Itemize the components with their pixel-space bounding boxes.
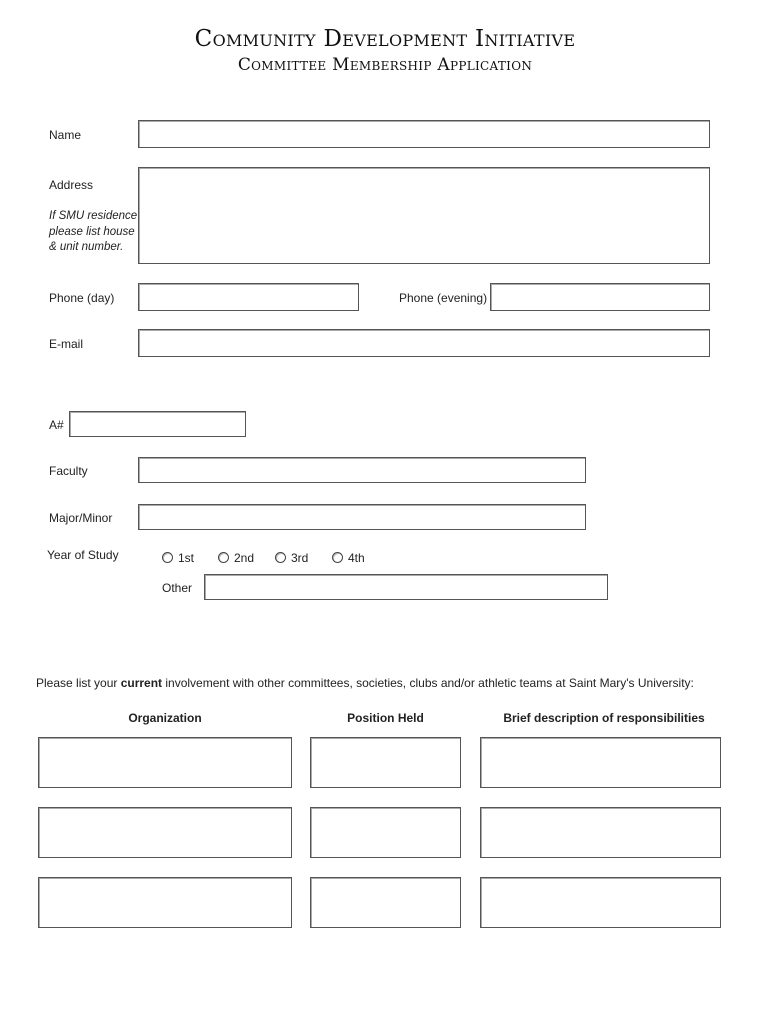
year-option-label: 1st [178,551,195,565]
organization-field[interactable] [38,807,292,858]
responsibilities-field[interactable] [480,737,721,788]
address-note [49,209,137,256]
intro-emphasis: current [120,676,163,690]
other-label: Other [162,581,193,595]
year-option-label: 3rd [291,551,309,565]
address-note-line: & unit number. [49,241,124,253]
organization-field[interactable] [38,737,292,788]
year-3rd-radio[interactable] [275,552,286,563]
year-4th-radio[interactable] [332,552,343,563]
position-field[interactable] [310,737,461,788]
phone-evening-field[interactable] [490,283,710,311]
email-label: E-mail [49,337,84,351]
responsibilities-field[interactable] [480,807,721,858]
anumber-label: A# [49,418,64,432]
year-option-label: 4th [348,551,365,565]
address-label: Address [49,178,94,192]
column-header-organization: Organization [128,711,202,725]
position-field[interactable] [310,807,461,858]
year-1st-radio[interactable] [162,552,173,563]
phone-day-label: Phone (day) [49,291,115,305]
position-field[interactable] [310,877,461,928]
phone-evening-label: Phone (evening) [399,291,488,305]
faculty-field[interactable] [138,457,586,483]
address-note-line: please list house [49,225,135,238]
column-header-responsibilities: Brief description of responsibilities [503,711,705,725]
year-of-study-label: Year of Study [47,548,119,562]
intro-text: involvement with other committees, societies, clubs and/or athletic teams at Saint Mary's University: [162,676,694,690]
year-2nd-radio[interactable] [218,552,229,563]
faculty-label: Faculty [49,464,88,478]
form-subtitle: Committee Membership Application [237,55,533,75]
address-field[interactable] [138,167,710,264]
address-note-line: If SMU residence [49,210,138,222]
name-label: Name [49,128,82,142]
email-field[interactable] [138,329,710,357]
major-minor-field[interactable] [138,504,586,530]
organization-field[interactable] [38,877,292,928]
major-minor-label: Major/Minor [49,511,113,525]
other-field[interactable] [204,574,608,600]
involvement-instructions [36,676,694,690]
responsibilities-field[interactable] [480,877,721,928]
anumber-field[interactable] [69,411,246,437]
name-field[interactable] [138,120,710,148]
intro-text: Please list your [36,676,121,690]
phone-day-field[interactable] [138,283,359,311]
year-option-label: 2nd [234,551,255,565]
column-header-position: Position Held [347,711,424,725]
form-title: Community Development Initiative [194,26,576,52]
